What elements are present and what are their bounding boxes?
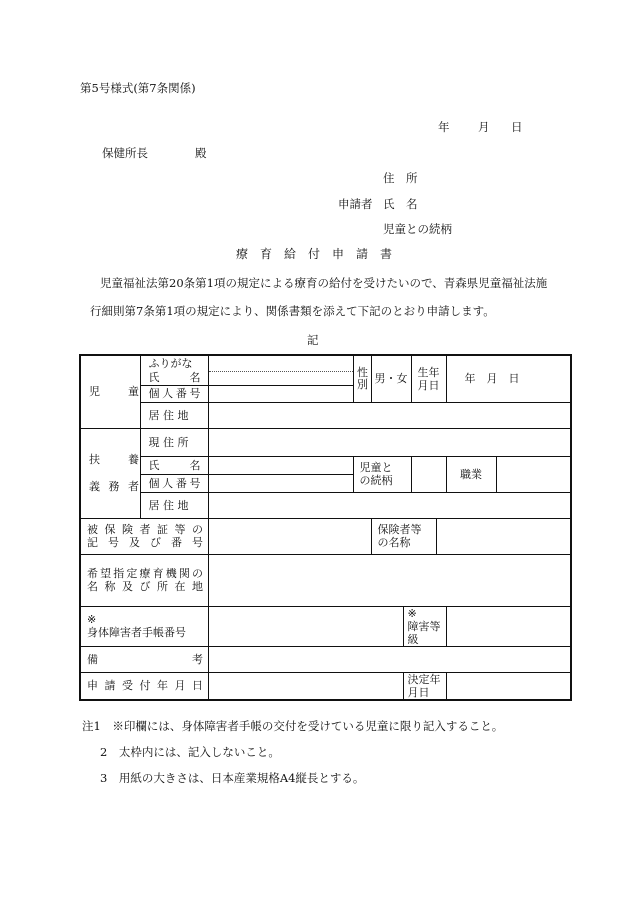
relation-label: 児童との続柄	[383, 222, 452, 236]
guardian-label: 扶 養 義 務 者	[80, 428, 140, 518]
child-label: 児 童	[80, 355, 140, 428]
child-name-field[interactable]	[208, 371, 353, 385]
addressee: 保健所長	[102, 146, 148, 160]
receipt-date-label: 申請受付年月日	[80, 672, 208, 700]
guardian-residence-field[interactable]	[208, 492, 571, 518]
insurer-name-field[interactable]	[436, 518, 571, 554]
sex-label: 性別	[353, 355, 371, 402]
note-2: 2 太枠内には、記入しないこと。	[100, 745, 280, 759]
insurance-no-label: 被保険者証等の 記号及び番号	[80, 518, 208, 554]
disability-book-mark: ※	[87, 613, 97, 626]
disability-grade-label: ※ 障害等級	[403, 606, 446, 646]
decision-date-field[interactable]	[446, 672, 571, 700]
child-name-label: 氏 名	[140, 371, 208, 385]
occupation-label: 職業	[446, 456, 496, 492]
birth-label: 生年月日	[411, 355, 446, 402]
relation-to-child-label: 児童と の続柄	[353, 456, 411, 492]
disability-grade-mark: ※	[407, 606, 417, 620]
facility-field[interactable]	[208, 554, 571, 606]
ki-label: 記	[307, 333, 319, 347]
insurer-name-label: 保険者等 の名称	[371, 518, 436, 554]
application-table	[79, 354, 572, 701]
furigana-label: ふりがな	[140, 355, 208, 371]
sex-options[interactable]: 男・女	[371, 355, 411, 402]
occupation-field[interactable]	[496, 456, 571, 492]
child-residence-label: 居 住 地	[140, 402, 208, 428]
insurance-no-field[interactable]	[208, 518, 371, 554]
child-residence-field[interactable]	[208, 402, 571, 428]
note-3: 3 用紙の大きさは、日本産業規格A4縦長とする。	[100, 771, 365, 785]
form-number: 第5号様式(第7条関係)	[80, 81, 196, 95]
child-personal-no-field[interactable]	[208, 385, 353, 402]
guardian-residence-label: 居 住 地	[140, 492, 208, 518]
disability-book-field[interactable]	[208, 606, 403, 646]
address-label: 住 所	[383, 171, 418, 185]
guardian-personal-no-label: 個人番号	[140, 474, 208, 492]
applicant-label: 申請者	[338, 197, 373, 211]
decision-date-label: 決定年月日	[403, 672, 446, 700]
remarks-label: 備 考	[80, 646, 208, 672]
child-personal-no-label: 個人番号	[140, 385, 208, 402]
name-label: 氏 名	[383, 197, 418, 211]
guardian-name-field[interactable]	[208, 456, 353, 474]
body-line-1: 児童福祉法第20条第1項の規定による療育の給付を受けたいので、青森県児童福祉法施	[100, 276, 548, 290]
guardian-address-field[interactable]	[208, 428, 571, 456]
birth-date-field[interactable]: 年 月 日	[446, 355, 571, 402]
facility-label: 希望指定療育機関の 名称及び所在地	[80, 554, 208, 606]
disability-grade-field[interactable]	[446, 606, 571, 646]
furigana-field[interactable]	[208, 355, 353, 371]
guardian-address-label: 現 住 所	[140, 428, 208, 456]
body-line-2: 行細則第7条第1項の規定により、関係書類を添えて下記のとおり申請します。	[90, 304, 495, 318]
date-month-label: 月	[478, 120, 490, 134]
relation-to-child-field[interactable]	[411, 456, 446, 492]
note-1: 注1 ※印欄には、身体障害者手帳の交付を受けている児童に限り記入すること。	[82, 719, 504, 733]
honorific: 殿	[195, 146, 207, 160]
guardian-personal-no-field[interactable]	[208, 474, 353, 492]
document-title: 療 育 給 付 申 請 書	[236, 247, 393, 261]
receipt-date-field[interactable]	[208, 672, 403, 700]
remarks-field[interactable]	[208, 646, 571, 672]
guardian-name-label: 氏 名	[140, 456, 208, 474]
disability-book-label: ※ 身体障害者手帳番号	[80, 606, 208, 646]
date-day-label: 日	[511, 120, 523, 134]
date-year-label: 年	[438, 120, 450, 134]
